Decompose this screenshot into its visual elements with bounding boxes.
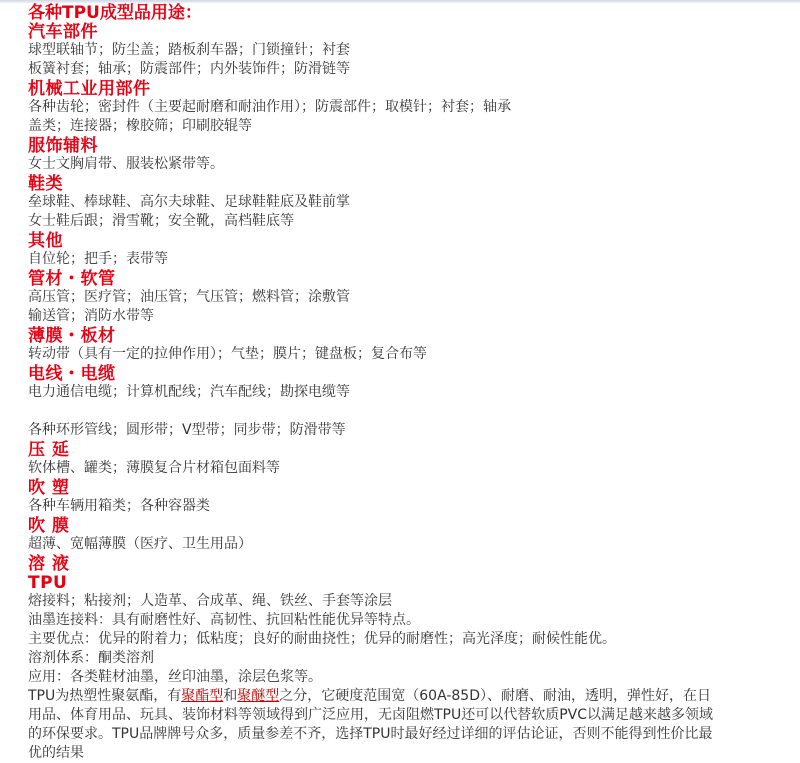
section-heading-calendering: 压 延 [28,440,70,460]
section-heading-tpu: TPU [28,573,68,593]
section-heading-tubes-hoses: 管材・软管 [28,269,116,289]
section-heading-machinery: 机械工业用部件 [28,79,151,99]
paragraph-text: 之分，它硬度范围宽（60A-85D）、耐磨、耐油，透明，弹性好，在日 [279,688,711,704]
section-heading-footwear: 鞋类 [28,174,63,194]
polyether-type-link[interactable]: 聚醚型 [237,688,280,704]
text-line: 转动带（具有一定的拉伸作用）；气垫；膜片；键盘板；复合布等 [28,346,427,362]
text-line: 自位轮；把手；表带等 [28,251,168,267]
text-line: 主要优点：优异的附着力；低粘度；良好的耐曲挠性；优异的耐磨性；高光泽度；耐候性能优。 [28,631,616,647]
text-line: 女士文胸肩带、服装松紧带等。 [28,156,224,172]
section-heading-other: 其他 [28,231,63,251]
section-heading-apparel: 服饰辅料 [28,136,98,156]
text-line: 板簧衬套；轴承；防震部件；内外装饰件；防滑链等 [28,61,350,77]
text-line: 垒球鞋、棒球鞋、高尔夫球鞋、足球鞋鞋底及鞋前掌 [28,194,350,210]
text-line: 女士鞋后跟；滑雪靴；安全靴，高档鞋底等 [28,213,294,229]
text-line: 各种齿轮；密封件（主要起耐磨和耐油作用）；防震部件；取模针；衬套；轴承 [28,99,511,115]
paragraph-line-4: 优的结果 [28,745,84,761]
text-line: 高压管；医疗管；油压管；气压管；燃料管；涂敷管 [28,289,350,305]
text-line: 各种车辆用箱类；各种容器类 [28,498,210,514]
text-line: 球型联轴节；防尘盖；踏板刹车器；门锁撞针；衬套 [28,42,350,58]
section-heading-blow-molding: 吹 塑 [28,478,70,498]
page-title: 各种TPU成型品用途： [28,3,202,23]
text-line: 输送管；消防水带等 [28,308,154,324]
text-line: 各种环形管线；圆形带；V型带；同步带；防滑带等 [28,422,346,438]
paragraph-text: 和 [223,688,238,704]
text-line: 软体槽、罐类；薄膜复合片材箱包面料等 [28,460,280,476]
text-line: 超薄、宽幅薄膜（医疗、卫生用品） [28,536,252,552]
paragraph-line-3: 的环保要求。TPU品牌牌号众多，质量参差不齐，选择TPU时最好经过详细的评估论证，否则不能得到性价比最 [28,726,713,742]
section-heading-film-sheet: 薄膜・板材 [28,326,116,346]
text-line: 油墨连接料：具有耐磨性好、高韧性、抗回粘性能优异等特点。 [28,612,420,628]
paragraph-text: TPU为热塑性聚氨酯，有 [28,688,182,704]
paragraph-line-2: 用品、体育用品、玩具、装饰材料等领域得到广泛应用，无卤阻燃TPU还可以代替软质PVC以满足越来越多领域 [28,707,714,723]
text-line: 应用：各类鞋材油墨，丝印油墨，涂层色浆等。 [28,669,322,685]
text-line: 电力通信电缆；计算机配线；汽车配线；勘探电缆等 [28,384,350,400]
text-line: 溶剂体系：酮类溶剂 [28,650,154,666]
text-line: 熔接料；粘接剂；人造革、合成革、绳、铁丝、手套等涂层 [28,593,392,609]
section-heading-solution: 溶 液 [28,554,70,574]
section-heading-wire-cable: 电线・电缆 [28,364,116,384]
polyester-type-link[interactable]: 聚酯型 [181,688,224,704]
section-heading-blown-film: 吹 膜 [28,516,70,536]
paragraph-line-1 [28,687,711,706]
section-heading-auto-parts: 汽车部件 [28,22,98,42]
text-line: 盖类；连接器；橡胶筛；印刷胶辊等 [28,118,252,134]
